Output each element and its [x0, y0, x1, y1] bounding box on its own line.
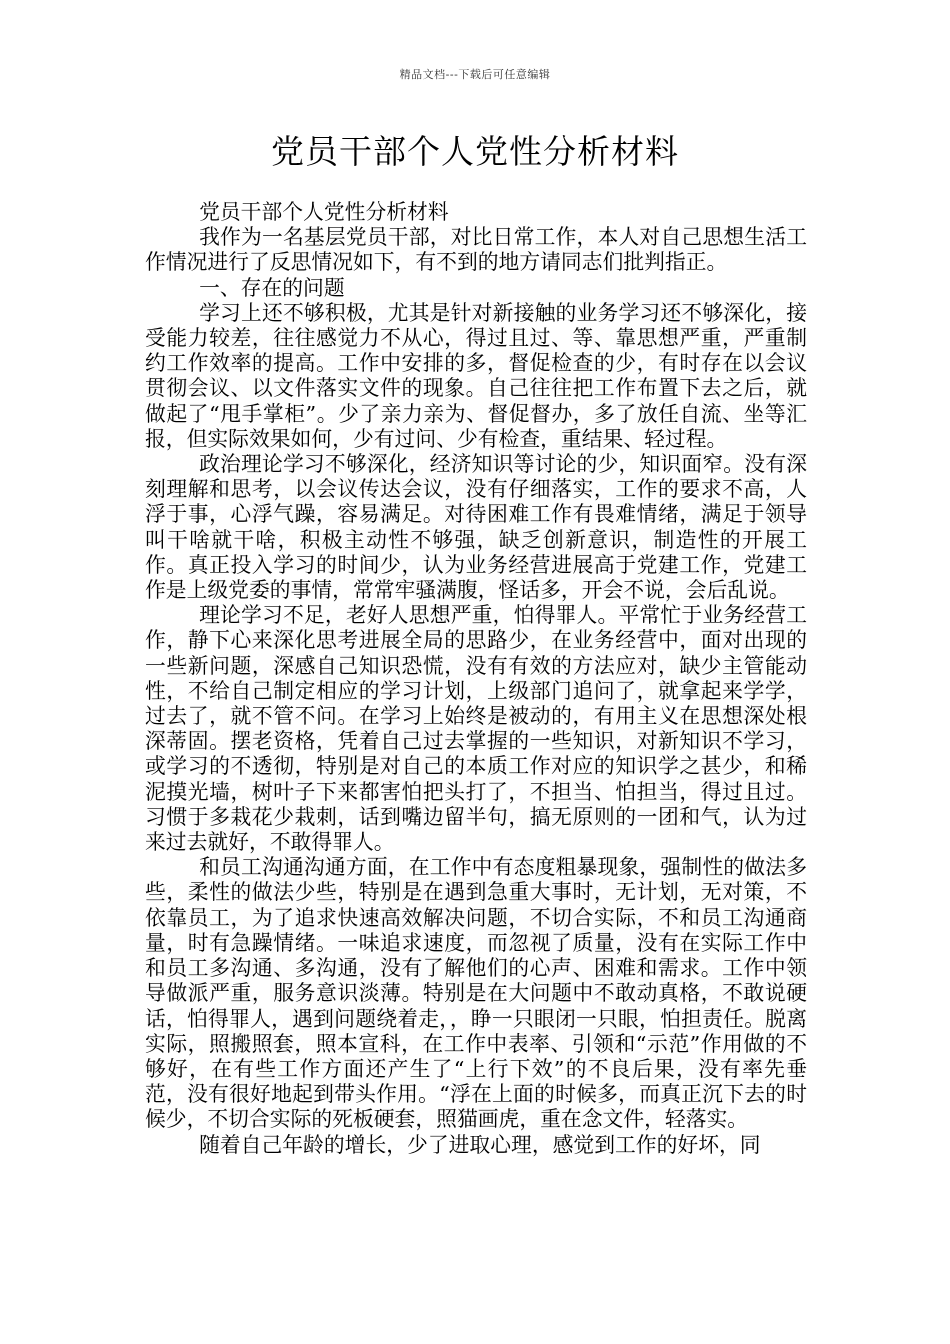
section-heading: 一、存在的问题	[199, 275, 345, 300]
paragraph: 和员工沟通沟通方面，在工作中有态度粗暴现象，强制性的做法多些，柔性的做法少些，特别是在遇到急重大事时，无计划，无对策，不依靠员工，为了追求快速高效解决问题，不切合实际，不和员工沟通商量，时有急躁情绪。一味追求速度，而忽视了质量，没有在实际工作中和员工多沟通、多沟通，没有了解他们的心声、困难和需求。工作中领导做派严重，服务意识淡薄。特别是在大问题中不敢动真格，不敢说硬话，怕得罪人，遇到问题绕着走，，睁一只眼闭一只眼，怕担责任。脱离实际，照搬照套，照本宣科，在工作中表率、引领和“示范”作用做的不够好，在有些工作方面还产生了“上行下效”的不良后果，没有率先垂范，没有很好地起到带头作用。“浮在上面的时候多，而真正沉下去的时候少，不切合实际的死板硬套，照猫画虎，重在念文件，轻落实。	[145, 855, 807, 1132]
paragraph: 政治理论学习不够深化，经济知识等讨论的少，知识面窄。没有深刻理解和思考，以会议传达会议，没有仔细落实，工作的要求不高，人浮于事，心浮气躁，容易满足。对待困难工作有畏难情绪，满足于领导叫干啥就干啥，积极主动性不够强，缺乏创新意识，制造性的开展工作。真正投入学习的时间少，认为业务经营进展高于党建工作，党建工作是上级党委的事情，常常牢骚满腹，怪话多，开会不说，会后乱说。	[145, 452, 807, 603]
paragraph: 随着自己年龄的增长，少了进取心理，感觉到工作的好坏，同	[199, 1132, 761, 1157]
paragraph: 理论学习不足，老好人思想严重，怕得罪人。平常忙于业务经营工作，静下心来深化思考进展全局的思路少，在业务经营中，面对出现的一些新问题，深感自己知识恐慌，没有有效的方法应对，缺少主管能动性，不给自己制定相应的学习计划，上级部门追问了，就拿起来学学，过去了，就不管不问。在学习上始终是被动的，有用主义在思想深处根深蒂固。摆老资格，凭着自己过去掌握的一些知识，对新知识不学习，或学习的不透彻，特别是对自己的本质工作对应的知识学之甚少，和稀泥摸光墙，树叶子下来都害怕把头打了，不担当、怕担当，得过且过。习惯于多栽花少栽刺，话到嘴边留半句，搞无原则的一团和气，认为过来过去就好，不敢得罪人。	[145, 603, 807, 855]
paragraph: 学习上还不够积极，尤其是针对新接触的业务学习还不够深化，接受能力较差，往往感觉力不从心，得过且过、等、靠思想严重，严重制约工作效率的提高。工作中安排的多，督促检查的少，有时存在以会议贯彻会议、以文件落实文件的现象。自己往往把工作布置下去之后，就做起了“甩手掌柜”。少了亲力亲为、督促督办，多了放任自流、坐等汇报，但实际效果如何，少有过问、少有检查，重结果、轻过程。	[145, 300, 807, 451]
document-title: 党员干部个人党性分析材料	[271, 132, 679, 171]
paragraph-intro: 我作为一名基层党员干部，对比日常工作，本人对自己思想生活工作情况进行了反思情况如下，有不到的地方请同志们批判指正。	[145, 225, 807, 275]
page-header: 精品文档---下载后可任意编辑	[399, 68, 551, 81]
document-body	[145, 200, 807, 1158]
paragraph-subtitle: 党员干部个人党性分析材料	[199, 200, 449, 224]
